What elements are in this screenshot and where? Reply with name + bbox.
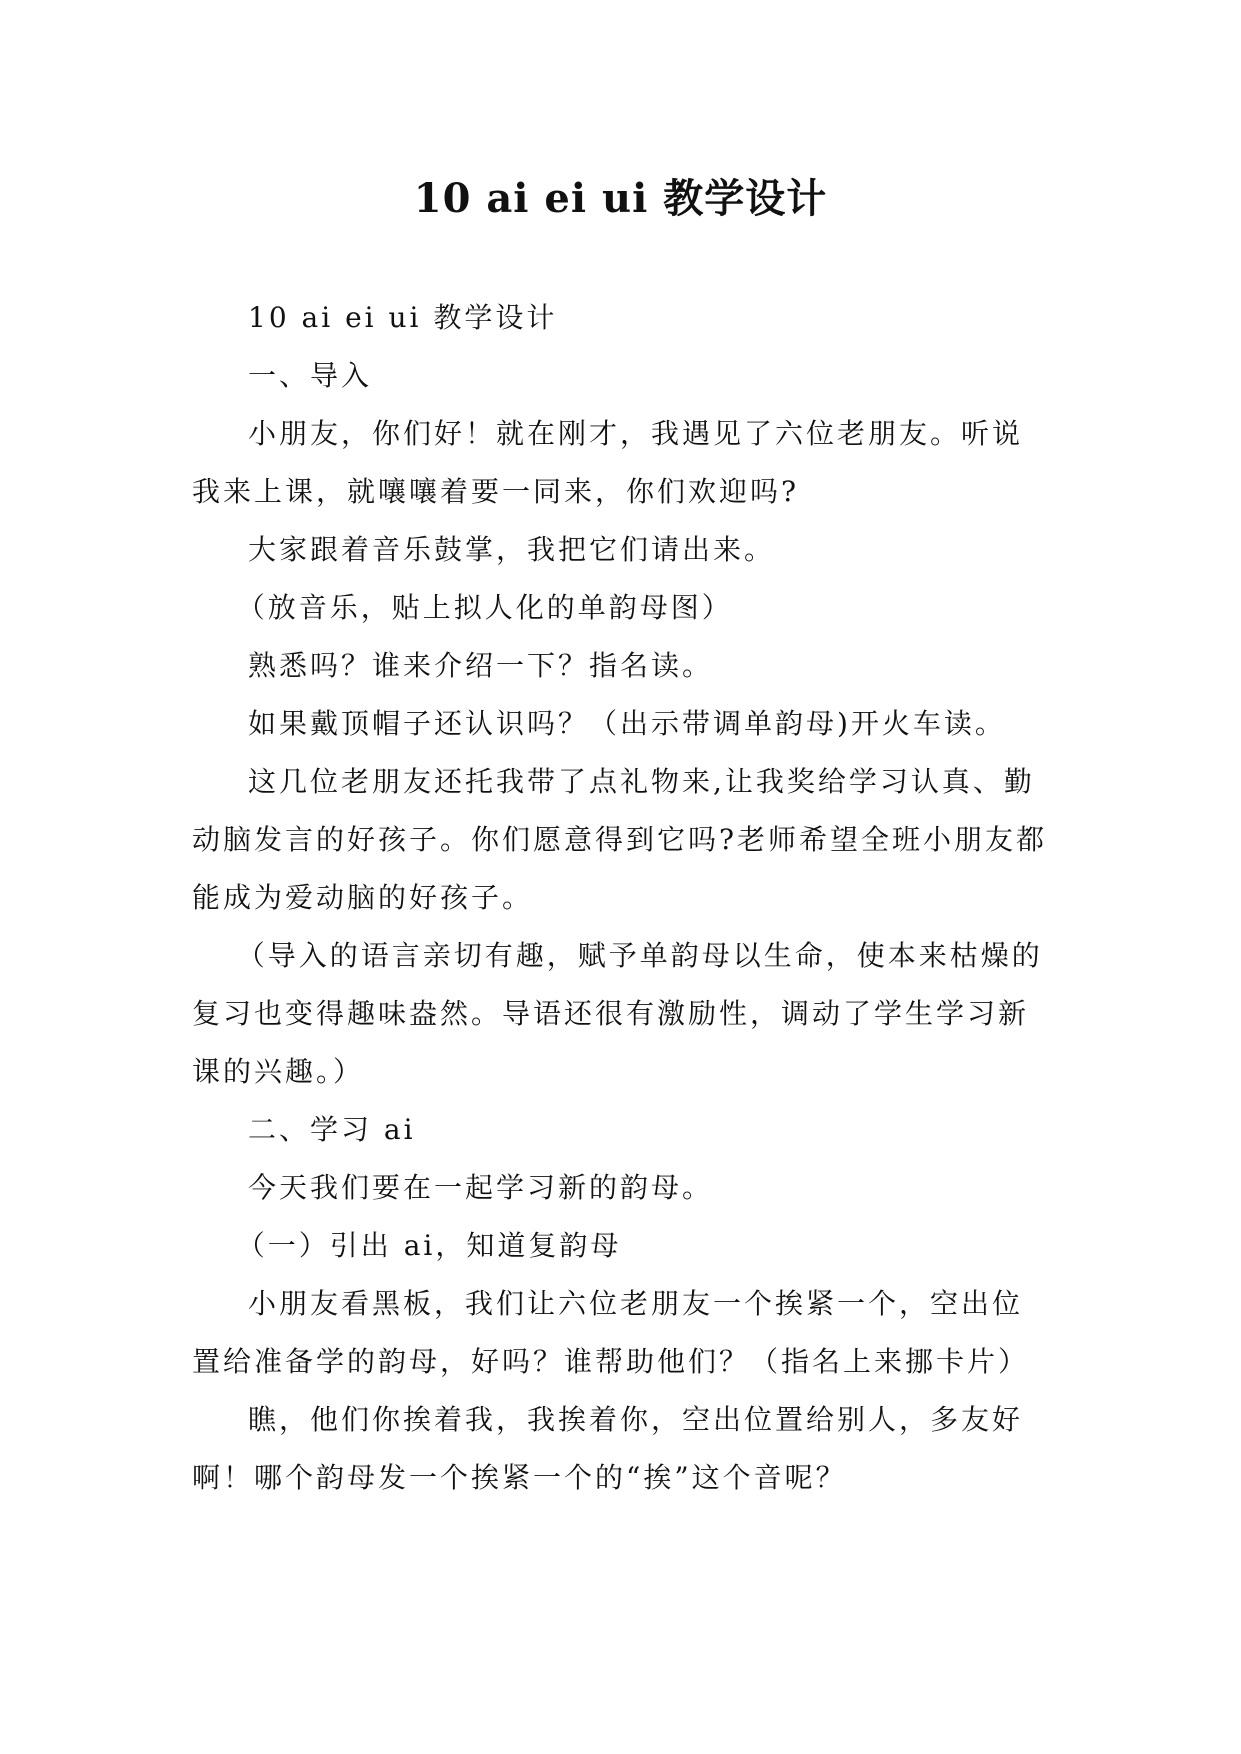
section-heading-intro: 一、导入 xyxy=(248,359,373,392)
paragraph-note: （导入的语言亲切有趣，赋予单韵母以生命，使本来枯燥的复习也变得趣味盎然。导语还很有激励性，调动了学生学习新课的兴趣。） xyxy=(192,939,1043,1088)
paragraph: 这几位老朋友还托我带了点礼物来,让我奖给学习认真、勤动脑发言的好孩子。你们愿意得到它吗?老师希望全班小朋友都能成为爱动脑的好孩子。 xyxy=(192,765,1048,914)
paragraph: 小朋友，你们好！就在刚才，我遇见了六位老朋友。听说我来上课，就嚷嚷着要一同来，你们欢迎吗? xyxy=(192,417,1024,508)
document-body xyxy=(192,289,1052,1507)
paragraph: 大家跟着音乐鼓掌，我把它们请出来。 xyxy=(248,533,776,566)
section-heading-learn-ai: 二、学习 ai xyxy=(248,1113,416,1146)
paragraph: 今天我们要在一起学习新的韵母。 xyxy=(248,1171,714,1204)
subsection-heading: （一）引出 ai，知道复韵母 xyxy=(236,1229,622,1262)
paragraph-note: （放音乐，贴上拟人化的单韵母图） xyxy=(236,591,733,624)
paragraph: 熟悉吗？谁来介绍一下？指名读。 xyxy=(248,649,714,682)
paragraph: 瞧，他们你挨着我，我挨着你，空出位置给别人，多友好啊！哪个韵母发一个挨紧一个的“挨”这个音呢？ xyxy=(192,1403,1024,1494)
paragraph: 如果戴顶帽子还认识吗？（出示带调单韵母)开火车读。 xyxy=(248,707,1006,740)
paragraph-subtitle: 10 ai ei ui 教学设计 xyxy=(248,301,558,334)
document-title: 10 ai ei ui 教学设计 xyxy=(413,174,828,222)
paragraph: 小朋友看黑板，我们让六位老朋友一个挨紧一个，空出位置给准备学的韵母，好吗？谁帮助他们？（指名上来挪卡片） xyxy=(192,1287,1030,1378)
